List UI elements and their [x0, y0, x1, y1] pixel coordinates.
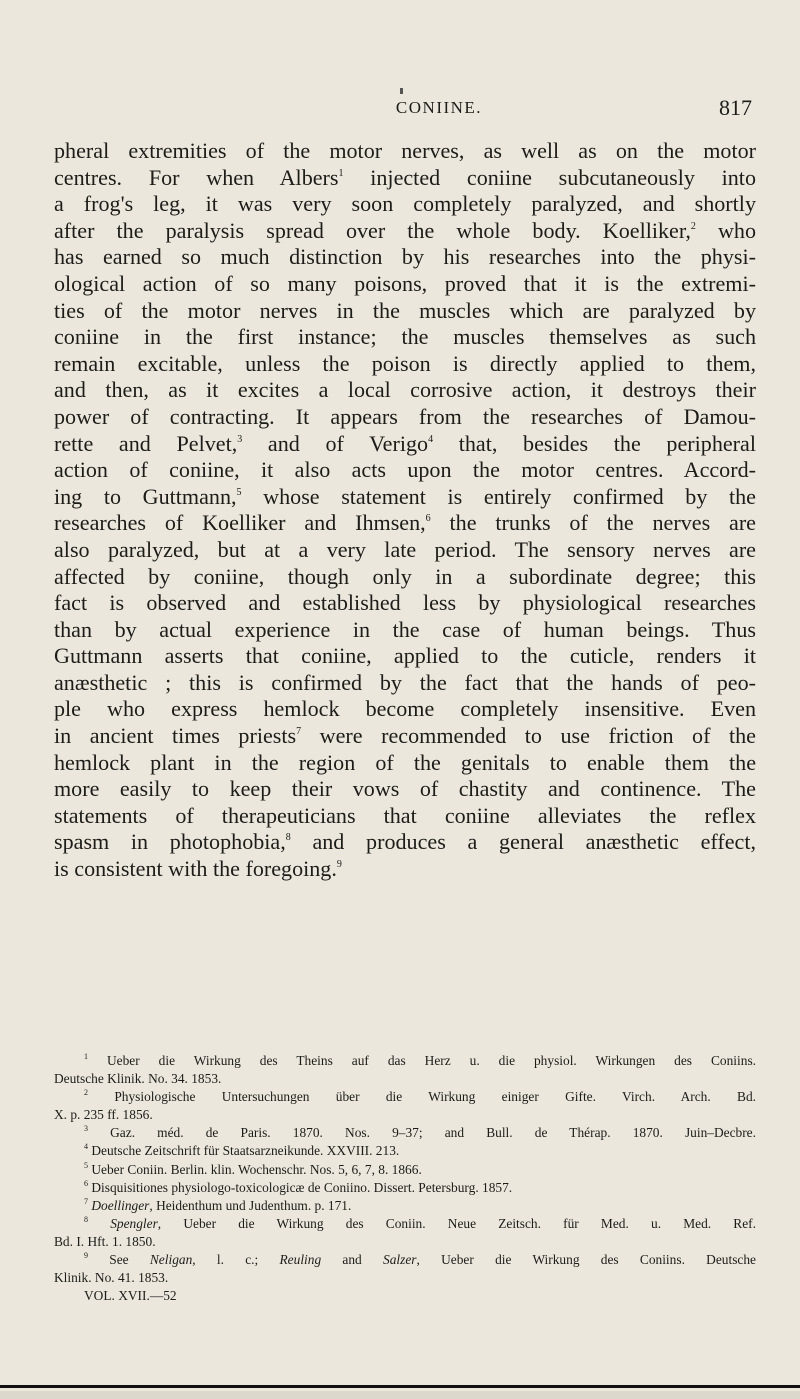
footnote: $^3$ Gaz. méd. de Paris. 1870. Nos. 9–37; and Bull. de Thérap. 1870. Juin–Decbre. [84, 1124, 756, 1141]
footnote: $^9$ See Neligan, l. c.; Reuling and Salzer, Ueber die Wirkung des Coniins. Deutsche [84, 1251, 756, 1268]
footnote-ref: 4 [428, 433, 434, 445]
footnote-ref: 2 [690, 220, 696, 232]
footnote: $^4$ Deutsche Zeitschrift für Staatsarzneikunde. XXVIII. 213. [84, 1142, 400, 1159]
text-line: rette and Pelvet,$^3$ and of Verigo$^4$ that, besides the peripheral [54, 430, 756, 456]
page-number: 817 [719, 95, 752, 120]
scan-edge-margin [0, 1391, 800, 1399]
footnote: $^2$ Physiologische Untersuchungen über die Wirkung einiger Gifte. Virch. Arch. Bd. [84, 1088, 756, 1105]
scan-edge [0, 1385, 800, 1388]
footnote-ref: 7 [296, 726, 302, 738]
footnote-ref: 9 [336, 859, 342, 871]
footnote: $^7$ Doellinger, Heidenthum und Judenthum. p. 171. [84, 1196, 352, 1213]
footnote-ref: 1 [338, 167, 344, 179]
footnote-ref: 3 [237, 433, 243, 445]
text-line: more easily to keep their vows of chastity and continence. The [54, 776, 756, 802]
text-line: remain excitable, unless the poison is directly applied to them, [54, 350, 756, 376]
text-line: a frog's leg, it was very soon completely paralyzed, and shortly [54, 191, 756, 217]
footnote: $^5$ Ueber Coniin. Berlin. klin. Wochenschr. Nos. 5, 6, 7, 8. 1866. [84, 1160, 422, 1177]
footnote-ref: 6 [425, 513, 431, 525]
text-line: ological action of so many poisons, proved that it is the extremi- [54, 270, 756, 296]
footnotes [54, 1052, 756, 1305]
footnote: $^8$ Spengler, Ueber die Wirkung des Coniin. Neue Zeitsch. für Med. u. Med. Ref. [84, 1214, 756, 1231]
text-line: centres. For when Albers$^1$ injected coniine subcutaneously into [54, 164, 756, 190]
text-line: than by actual experience in the case of human beings. Thus [54, 616, 756, 642]
text-line: has earned so much distinction by his researches into the physi- [54, 244, 756, 270]
text-line: researches of Koelliker and Ihmsen,$^6$ the trunks of the nerves are [54, 510, 756, 536]
text-line: action of coniine, it also acts upon the motor centres. Accord- [54, 457, 756, 483]
text-line: in ancient times priests$^7$ were recommended to use friction of the [54, 723, 756, 749]
text-line: pheral extremities of the motor nerves, as well as on the motor [54, 138, 756, 163]
text-line: coniine in the first instance; the muscles themselves as such [54, 324, 756, 350]
text-line: ple who express hemlock become completely insensitive. Even [54, 696, 756, 722]
text-line: hemlock plant in the region of the genitals to enable them the [54, 749, 756, 775]
printer-mark [400, 88, 403, 94]
text-line: and then, as it excites a local corrosive action, it destroys their [54, 377, 756, 403]
text-line: affected by coniine, though only in a subordinate degree; this [54, 563, 756, 589]
text-line: Guttmann asserts that coniine, applied to the cuticle, renders it [54, 643, 756, 669]
text-line: fact is observed and established less by physiological researches [54, 590, 756, 616]
footnote-cont: Bd. I. Hft. 1. 1850. [54, 1233, 156, 1249]
text-line: statements of therapeuticians that coniine alleviates the reflex [54, 802, 756, 828]
signature-mark: VOL. XVII.—52 [84, 1288, 177, 1304]
footnote-cont: Klinik. No. 41. 1853. [54, 1270, 169, 1286]
footnote-ref: 5 [236, 486, 242, 498]
footnote: $^1$ Ueber die Wirkung des Theins auf das Herz u. die physiol. Wirkungen des Coniins. [84, 1052, 757, 1068]
running-title: CONIINE. [395, 98, 483, 117]
text-line: also paralyzed, but at a very late period. The sensory nerves are [54, 536, 756, 562]
page-header [54, 95, 754, 128]
text-line: ing to Guttmann,$^5$ whose statement is entirely confirmed by the [54, 483, 756, 509]
footnote-cont: X. p. 235 ff. 1856. [54, 1107, 153, 1123]
footnote-ref: 8 [285, 832, 291, 844]
body-text [54, 138, 756, 883]
text-line: ties of the motor nerves in the muscles which are paralyzed by [54, 297, 756, 323]
footnote-cont: Deutsche Klinik. No. 34. 1853. [54, 1071, 222, 1087]
text-line: anæsthetic ; this is confirmed by the fact that the hands of peo- [54, 669, 756, 695]
footnote: $^6$ Disquisitiones physiologo-toxicologicæ de Coniino. Dissert. Petersburg. 1857. [84, 1178, 513, 1195]
text-line: is consistent with the foregoing.$^9$ [54, 856, 342, 882]
text-line: spasm in photophobia,$^8$ and produces a general anæsthetic effect, [54, 829, 756, 855]
text-line: power of contracting. It appears from the researches of Damou- [54, 403, 756, 429]
text-line: after the paralysis spread over the whole body. Koelliker,$^2$ who [54, 217, 756, 243]
